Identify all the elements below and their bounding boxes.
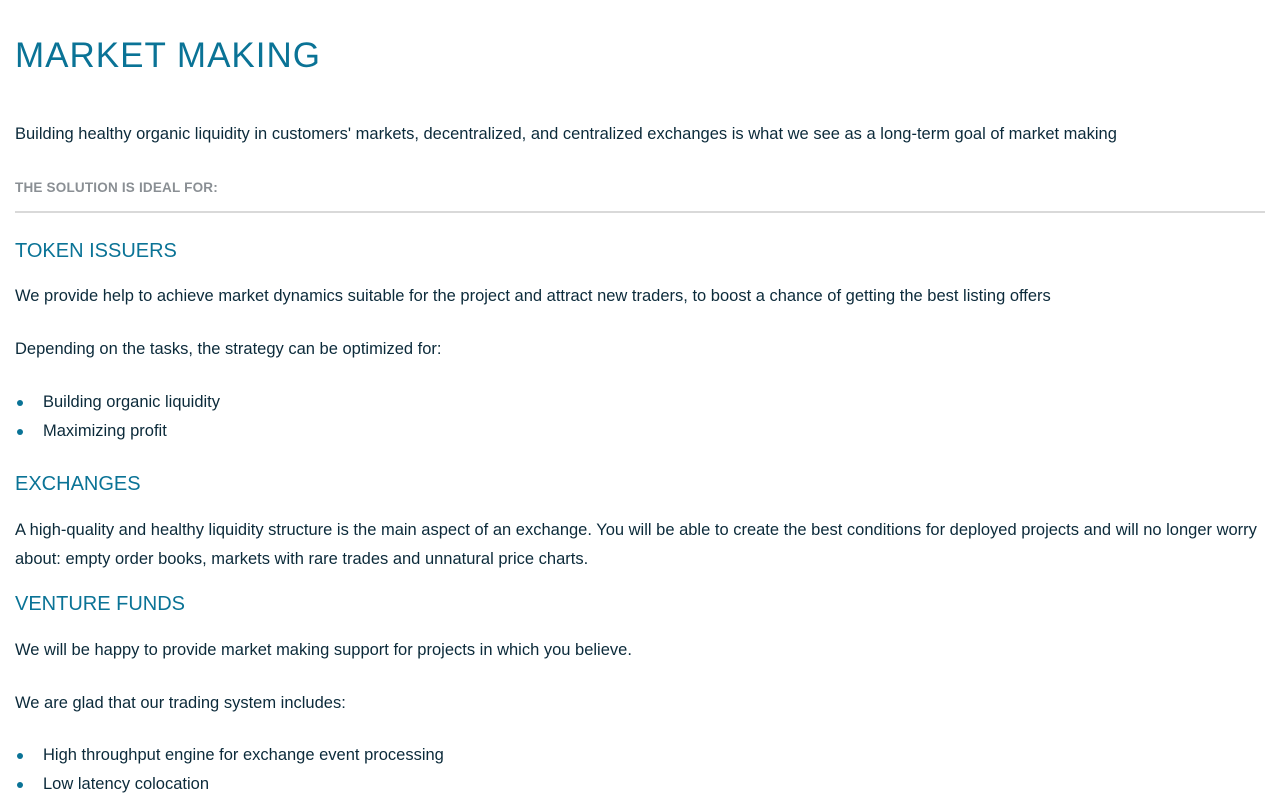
list-item-label: Low latency colocation [43, 775, 210, 793]
token-issuers-description: We provide help to achieve market dynamics suitable for the project and attract new traders, to boost a chance of getting the best listing offers [15, 287, 1051, 305]
token-issuers-heading: TOKEN ISSUERS [15, 240, 177, 262]
list-item [15, 770, 444, 799]
bullet-icon [17, 753, 23, 759]
list-item-label: Maximizing profit [43, 422, 167, 440]
section-divider [15, 211, 1265, 213]
list-item [15, 388, 220, 417]
exchanges-heading: EXCHANGES [15, 473, 141, 495]
list-item [15, 417, 220, 446]
bullet-icon [17, 782, 23, 788]
token-issuers-strategy-intro: Depending on the tasks, the strategy can be optimized for: [15, 340, 442, 358]
venture-funds-description: We will be happy to provide market making support for projects in which you believe. [15, 641, 632, 659]
intro-paragraph: Building healthy organic liquidity in customers' markets, decentralized, and centralized exchanges is what we see as a long-term goal of market making [15, 125, 1117, 143]
page-title: MARKET MAKING [15, 36, 322, 75]
venture-funds-system-intro: We are glad that our trading system includes: [15, 694, 346, 712]
exchanges-description: A high-quality and healthy liquidity structure is the main aspect of an exchange. You will be able to create the best conditions for deployed projects and will no longer worry about: empty order books, markets with rare trades and unnatural price charts. [15, 521, 1257, 568]
bullet-icon [17, 400, 23, 406]
venture-funds-heading: VENTURE FUNDS [15, 593, 186, 615]
bullet-icon [17, 429, 23, 435]
ideal-for-label: THE SOLUTION IS IDEAL FOR: [15, 180, 218, 195]
list-item-label: High throughput engine for exchange event processing [43, 746, 444, 764]
list-item-label: Building organic liquidity [43, 393, 221, 411]
list-item [15, 741, 444, 770]
system-features-list [15, 741, 444, 799]
strategy-list [15, 388, 220, 446]
